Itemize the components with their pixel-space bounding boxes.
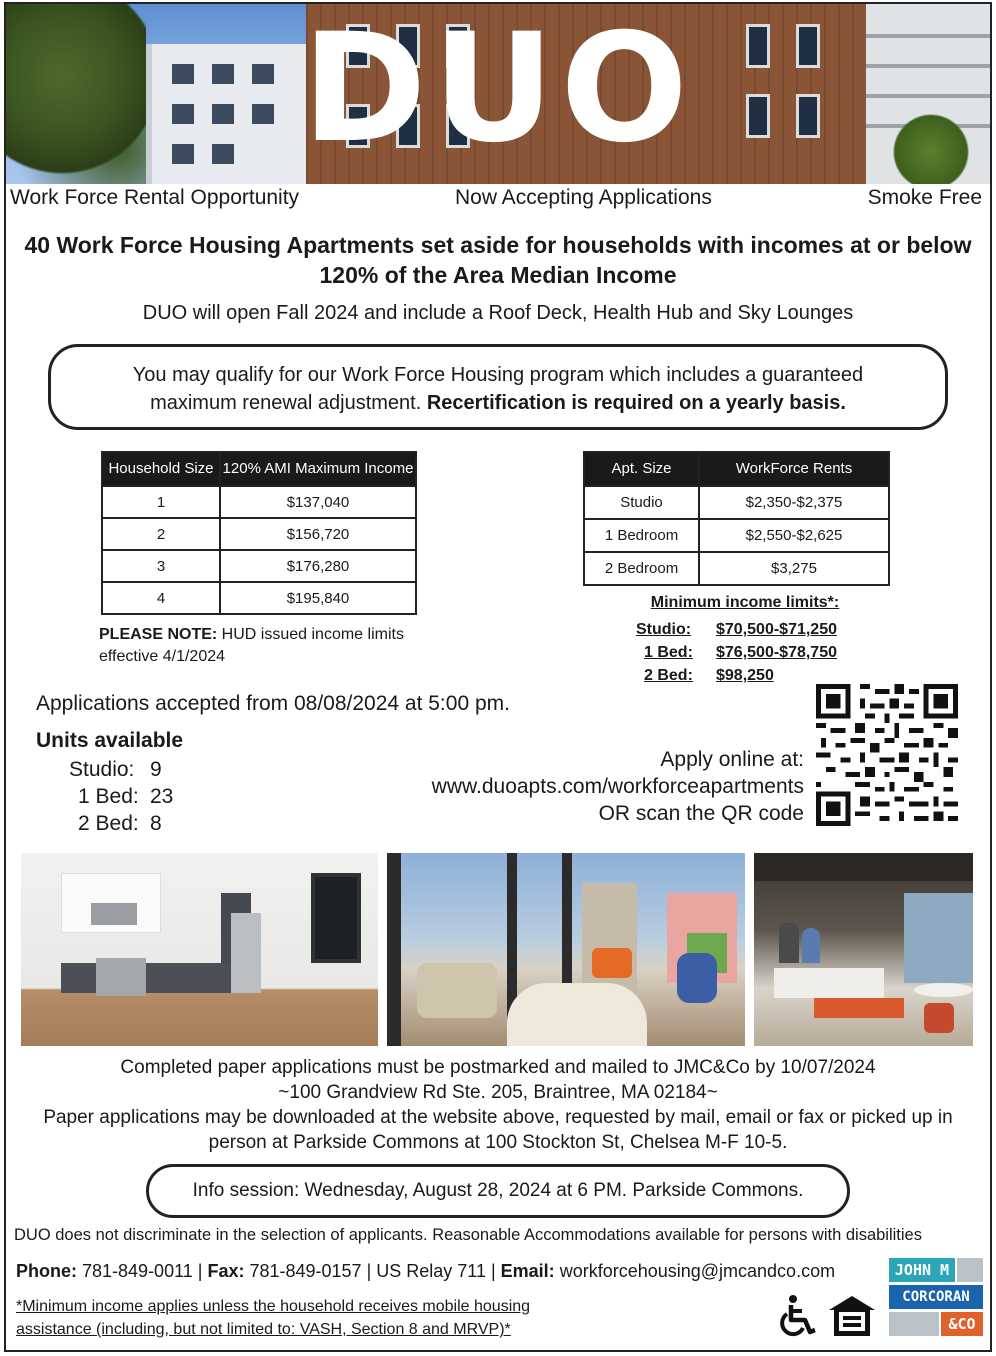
email-link[interactable]: workforcehousing@jmcandco.com (554, 1261, 836, 1281)
apply-line-1: Apply online at: (660, 748, 804, 771)
header-strip (10, 184, 986, 214)
info-session-box: Info session: Wednesday, August 28, 2024 at 6 PM. Parkside Commons. (146, 1164, 850, 1218)
headline (10, 230, 986, 290)
rents-table (583, 451, 890, 586)
jmc-logo-line-1: JOHN M (889, 1258, 955, 1282)
subline: DUO will open Fall 2024 and include a Roof Deck, Health Hub and Sky Lounges (142, 302, 854, 324)
table-row (102, 486, 416, 518)
mail-instructions (10, 1055, 986, 1155)
table-cell: 2 Bedroom (584, 552, 699, 585)
strip-right-text: Smoke Free (867, 186, 982, 209)
table-cell: 1 Bedroom (584, 519, 699, 552)
duo-logo: DUO (302, 4, 694, 176)
unit-label: Studio: (69, 758, 135, 781)
footnote-line-1: *Minimum income applies unless the household receives mobile housing (16, 1298, 531, 1315)
table-cell: 3 (102, 550, 220, 582)
units-available-title: Units available (36, 729, 184, 752)
income-table-header: 120% AMI Maximum Income (220, 452, 416, 486)
photo-roof-deck-lounge (387, 853, 745, 1046)
table-cell: $2,550-$2,625 (699, 519, 889, 552)
rents-table-header: Apt. Size (584, 452, 699, 486)
qualify-box (48, 344, 948, 430)
qualify-line-2-bold: Recertification is required on a yearly basis. (426, 392, 846, 414)
table-cell: 4 (102, 582, 220, 614)
table-cell: $137,040 (220, 486, 416, 518)
strip-left-text: Work Force Rental Opportunity (10, 186, 300, 209)
headline-line-1: 40 Work Force Housing Apartments set aside for households with incomes at or below (24, 232, 972, 258)
jmc-logo-line-3: &CO (941, 1312, 983, 1336)
table-cell: $2,350-$2,375 (699, 486, 889, 519)
strip-center-text: Now Accepting Applications (455, 186, 712, 209)
table-cell: $3,275 (699, 552, 889, 585)
min-income-label: 2 Bed: (644, 667, 693, 684)
table-cell: 1 (102, 486, 220, 518)
jmc-logo-line-2: CORCORAN (889, 1285, 983, 1309)
min-income-label: 1 Bed: (644, 644, 693, 661)
note-text: HUD issued income limits effective 4/1/2024 (99, 626, 404, 665)
fax-label: Fax: (207, 1261, 245, 1281)
contact-line (16, 1261, 835, 1282)
table-row (584, 519, 889, 552)
please-note (99, 624, 459, 668)
min-income-title: Minimum income limits*: (650, 594, 840, 611)
table-row (584, 486, 889, 519)
mail-address: ~100 Grandview Rd Ste. 205, Braintree, MA 02184~ (278, 1082, 718, 1103)
table-row (102, 550, 416, 582)
photo-sky-lounge-kitchen (754, 853, 973, 1046)
qualify-line-2 (51, 389, 945, 417)
unit-count: 8 (150, 812, 162, 835)
table-row (102, 518, 416, 550)
jmc-logo (889, 1258, 983, 1338)
min-income-label: Studio: (636, 621, 692, 638)
table-row (102, 582, 416, 614)
mail-line-3: Paper applications may be downloaded at the website above, requested by mail, email or fax or picked up in (43, 1107, 953, 1128)
income-limits-table (101, 451, 417, 615)
table-row (584, 552, 889, 585)
footnote (16, 1295, 616, 1341)
table-cell: $156,720 (220, 518, 416, 550)
hero-banner (6, 4, 990, 184)
table-cell: $195,840 (220, 582, 416, 614)
non-discrimination-statement: DUO does not discriminate in the selection of applicants. Reasonable Accommodations available for persons with disabilities (14, 1226, 922, 1244)
table-cell: Studio (584, 486, 699, 519)
photo-kitchen (21, 853, 378, 1046)
unit-count: 23 (150, 785, 174, 808)
table-cell: $176,280 (220, 550, 416, 582)
fax-number: 781-849-0157 | US Relay 711 | (244, 1261, 501, 1281)
apply-url-link[interactable]: www.duoapts.com/workforceapartments (431, 775, 804, 798)
qr-code-icon[interactable] (816, 684, 958, 826)
qualify-line-1: You may qualify for our Work Force Housing program which includes a guaranteed (132, 364, 864, 386)
unit-count: 9 (150, 758, 162, 781)
phone-label: Phone: (16, 1261, 77, 1281)
unit-label: 1 Bed: (78, 785, 139, 808)
unit-label: 2 Bed: (78, 812, 139, 835)
phone-number: 781-849-0011 | (77, 1261, 208, 1281)
headline-line-2: 120% of the Area Median Income (319, 262, 677, 288)
income-table-header: Household Size (102, 452, 220, 486)
equal-housing-icon (827, 1294, 877, 1338)
rents-table-header: WorkForce Rents (699, 452, 889, 486)
min-income-value: $70,500-$71,250 (716, 621, 837, 638)
wheelchair-accessible-icon (776, 1294, 820, 1338)
mail-line-1: Completed paper applications must be postmarked and mailed to JMC&Co by 10/07/2024 (120, 1057, 876, 1078)
min-income-value: $76,500-$78,750 (716, 644, 837, 661)
mail-line-4: person at Parkside Commons at 100 Stockton St, Chelsea M-F 10-5. (208, 1132, 788, 1153)
email-label: Email: (500, 1261, 555, 1281)
footnote-line-2: assistance (including, but not limited to: VASH, Section 8 and MRVP)* (16, 1321, 511, 1338)
apply-line-3: OR scan the QR code (598, 802, 804, 825)
apply-online (380, 746, 804, 827)
min-income-value: $98,250 (716, 667, 774, 684)
note-bold: PLEASE NOTE: (99, 626, 218, 643)
table-cell: 2 (102, 518, 220, 550)
qualify-line-2-plain: maximum renewal adjustment. (150, 392, 427, 414)
applications-accepted: Applications accepted from 08/08/2024 at 5:00 pm. (36, 692, 510, 715)
